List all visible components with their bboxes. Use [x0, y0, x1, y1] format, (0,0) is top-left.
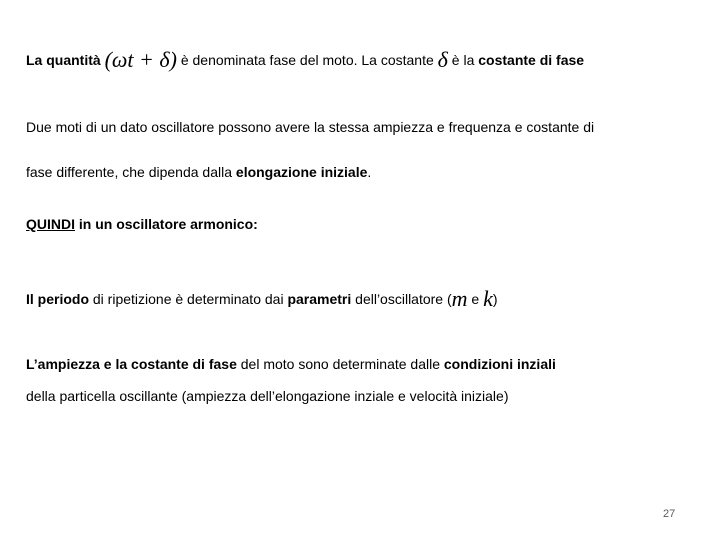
period-term: Il periodo [26, 291, 89, 307]
phase-text: è denominata fase del moto. La costante [180, 52, 434, 68]
line7-text: della particella oscillante (ampiezza dell’elongazione inziale e velocità iniziale) [26, 388, 509, 404]
parameters-term: parametri [287, 291, 352, 307]
and-word: e [471, 291, 480, 307]
initial-conditions-term: condizioni inziali [443, 356, 556, 372]
period-line [26, 286, 498, 312]
quindi-word: QUINDI [26, 216, 75, 232]
mass-symbol: m [451, 286, 468, 311]
line3-text: fase differente, che dipenda dalla [26, 164, 233, 180]
phase-definition-line [26, 47, 584, 73]
page-number: 27 [663, 508, 676, 520]
quindi-heading [26, 216, 258, 233]
amplitude-text: del moto sono determinate dalle [240, 356, 440, 372]
period-text: di ripetizione è determinato dai [92, 291, 284, 307]
phase-constant-term: costante di fase [478, 52, 585, 68]
initial-elongation-term: elongazione iniziale [235, 164, 368, 180]
phase-text-2: è la [451, 52, 475, 68]
amplitude-line [26, 356, 556, 373]
quindi-rest: in un oscillatore armonico: [78, 216, 258, 232]
delta-symbol: δ [437, 47, 448, 72]
line2-text: Due moti di un dato oscillatore possono avere la stessa ampiezza e frequenza e costante di [26, 119, 595, 135]
close-paren: ) [492, 291, 498, 307]
paragraph-line-3 [26, 164, 371, 181]
spring-constant-symbol: k [483, 286, 493, 311]
line3-end: . [367, 164, 372, 180]
quantity-label: La quantità [26, 52, 101, 68]
amplitude-phase-term: L’ampiezza e la costante di fase [26, 356, 237, 372]
phase-formula: (ωt + δ) [104, 47, 177, 72]
period-text-2: dell’oscillatore ( [355, 291, 452, 307]
paragraph-line-7 [26, 388, 509, 405]
paragraph-line-2 [26, 119, 594, 136]
